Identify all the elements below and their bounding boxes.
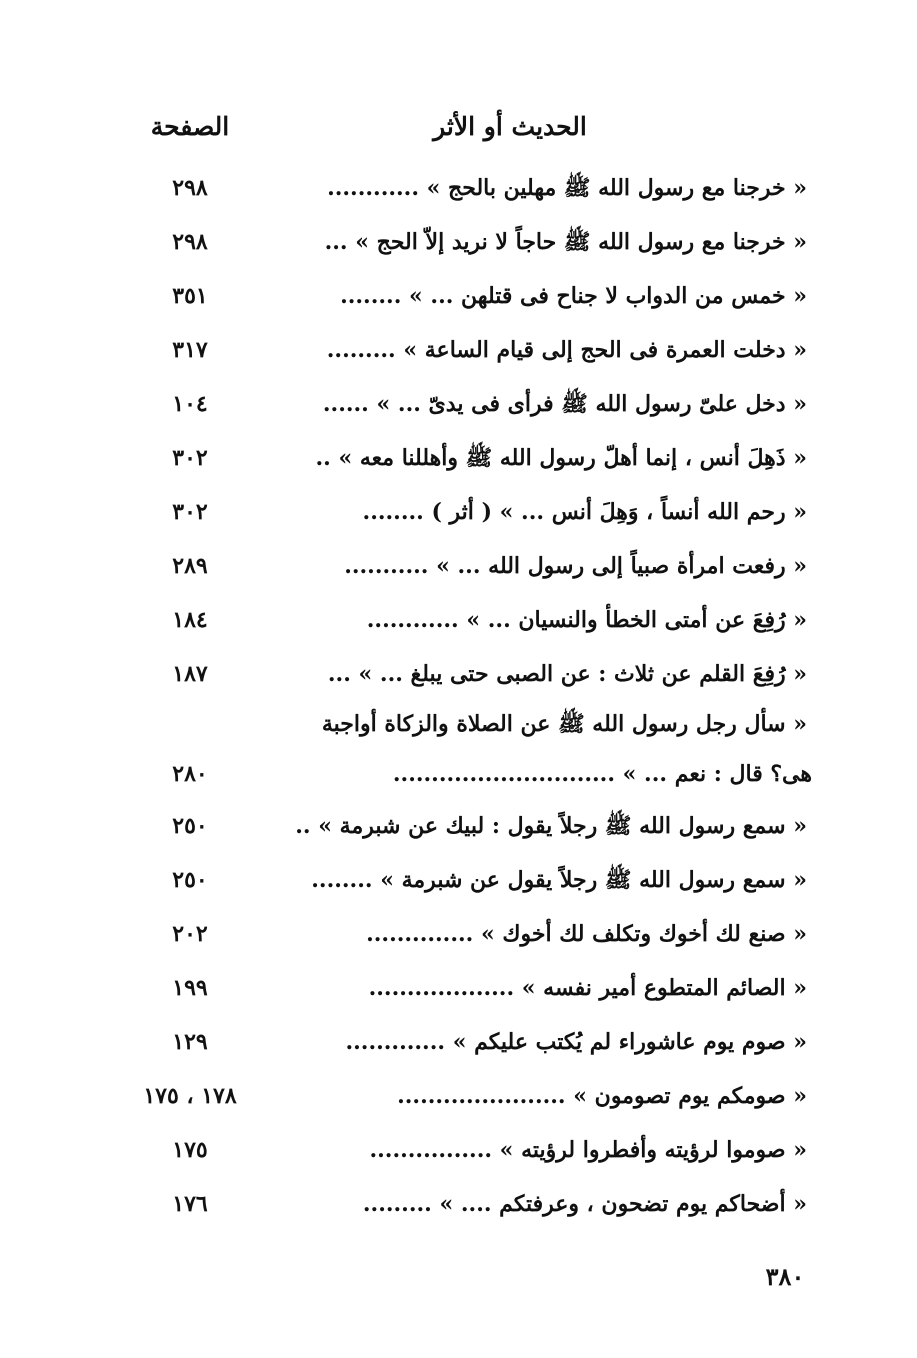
entry-page: ٢٠٢: [172, 921, 208, 947]
entry-text: « الصائم المتطوع أمير نفسه » ...................: [368, 975, 807, 1001]
entry-text: « سمع رسول الله ﷺ رجلاً يقول عن شبرمة » ........: [311, 867, 807, 893]
entry-page: ٢٥٠: [172, 867, 208, 893]
entry-text: « سمع رسول الله ﷺ رجلاً يقول : لبيك عن شبرمة » ..: [295, 813, 807, 839]
entry-text: « رفعت امرأة صبياً إلى رسول الله ... » ...........: [344, 553, 807, 579]
entry-text: « دخل علىّ رسول الله ﷺ فرأى فى يدىّ ... » ......: [322, 391, 807, 417]
entry-page: ٢٩٨: [172, 229, 208, 255]
entry-text: « رُفِعَ القلم عن ثلاث : عن الصبى حتى يبلغ ... » ...: [327, 661, 807, 687]
index-entry: [0, 1022, 917, 1076]
entry-page: ١٧٨ ، ١٧٥: [143, 1083, 237, 1109]
entry-page: ٣١٧: [172, 337, 208, 363]
index-entry: [0, 1184, 917, 1238]
entry-page: ١٧٥: [172, 1137, 208, 1163]
entry-text: « صوم يوم عاشوراء لم يُكتب عليكم » .............: [345, 1029, 807, 1055]
index-entry: [0, 860, 917, 914]
index-entry: [0, 806, 917, 860]
entry-page: ١٨٧: [172, 661, 208, 687]
entry-text: « ذَهِلَ أنس ، إنما أهلّ رسول الله ﷺ وأهللنا معه » ..: [315, 445, 807, 471]
entry-text: « دخلت العمرة فى الحج إلى قيام الساعة » .........: [326, 337, 807, 363]
column-header-page: الصفحة: [150, 112, 230, 141]
entry-text: « خرجنا مع رسول الله ﷺ مهلين بالحج » ............: [327, 175, 807, 201]
index-entry: [0, 384, 917, 438]
entry-page: ١٠٤: [172, 391, 208, 417]
index-entry: [0, 492, 917, 546]
entry-text: « صنع لك أخوك وتكلف لك أخوك » ..............: [366, 921, 807, 947]
entry-page: ٣٥١: [172, 283, 208, 309]
index-entry-wrapped: [0, 704, 917, 804]
entry-page: ٣٠٢: [172, 499, 208, 525]
index-entry: [0, 330, 917, 384]
entry-page: ١٨٤: [172, 607, 208, 633]
column-header-hadith: الحديث أو الأثر: [433, 112, 587, 141]
index-entry: [0, 1130, 917, 1184]
entry-text: « رُفِعَ عن أمتى الخطأ والنسيان ... » ............: [366, 607, 807, 633]
entry-text-line1: « سأل رجل رسول الله ﷺ عن الصلاة والزكاة أواجبة: [321, 711, 807, 737]
index-entry: [0, 600, 917, 654]
entry-page: ٢٨٠: [172, 761, 208, 787]
entry-text: « خرجنا مع رسول الله ﷺ حاجاً لا نريد إلاّ الحج » ...: [324, 229, 807, 255]
entry-text-line2: هى؟ قال : نعم ... » .............................: [392, 761, 812, 787]
entry-page: ٢٥٠: [172, 813, 208, 839]
entry-text: « رحم الله أنساً ، وَهِلَ أنس ... » ( أثر ) ........: [362, 499, 807, 525]
entry-page: ٢٩٨: [172, 175, 208, 201]
entry-page: ٢٨٩: [172, 553, 208, 579]
page-number: ٣٨٠: [765, 1262, 805, 1291]
index-entry: [0, 968, 917, 1022]
index-entry: [0, 168, 917, 222]
index-entry: [0, 276, 917, 330]
entry-page: ١٢٩: [172, 1029, 208, 1055]
entry-text: « صومكم يوم تصومون » ......................: [397, 1083, 807, 1109]
entry-page: ١٧٦: [172, 1191, 208, 1217]
entry-page: ٣٠٢: [172, 445, 208, 471]
entry-text: « خمس من الدواب لا جناح فى قتلهن ... » ........: [340, 283, 807, 309]
index-entry: [0, 914, 917, 968]
index-entry: [0, 1076, 917, 1130]
index-entry: [0, 546, 917, 600]
index-entry: [0, 654, 917, 708]
index-entry: [0, 222, 917, 276]
index-entry: [0, 438, 917, 492]
entry-text: « أضحاكم يوم تضحون ، وعرفتكم .... » .........: [362, 1191, 807, 1217]
entry-page: ١٩٩: [172, 975, 208, 1001]
entry-text: « صوموا لرؤيته وأفطروا لرؤيته » ................: [369, 1137, 807, 1163]
